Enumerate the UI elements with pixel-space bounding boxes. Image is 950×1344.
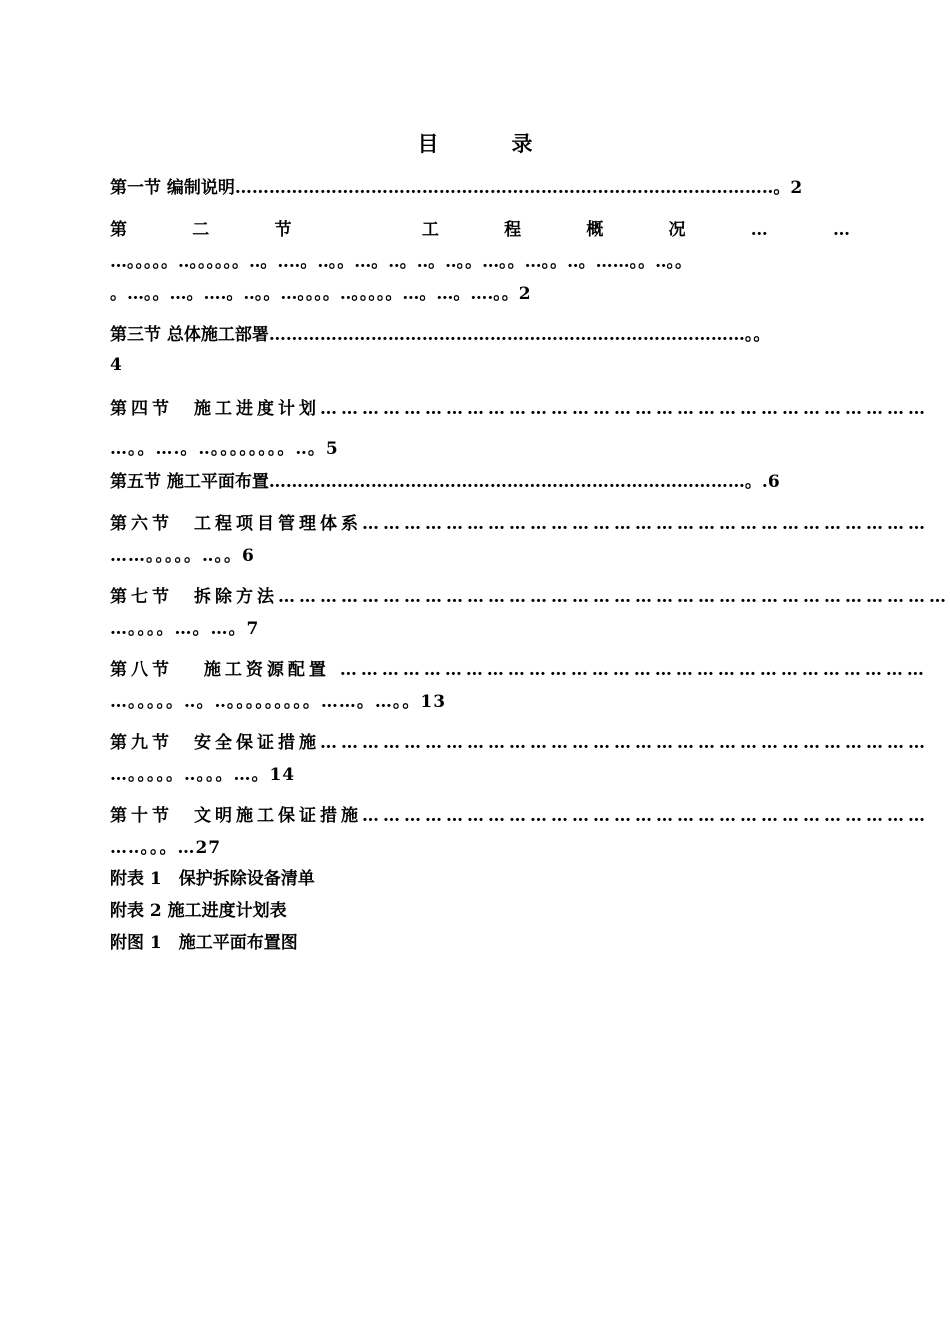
toc-char: 况 — [668, 220, 686, 240]
appendix-figure-1[interactable]: 附图 1 施工平面布置图 — [110, 933, 298, 953]
toc-char: 工 — [421, 220, 439, 240]
toc-entry-line: 第十节 文明施工保证措施……………………………………………………………………… — [110, 806, 929, 826]
toc-entry-4[interactable] — [110, 394, 929, 464]
toc-entry-line: 第四节 施工进度计划…………………………………………………………………………… — [110, 399, 929, 419]
toc-entry-line: 第三节 总体施工部署…………………………………………………………………………。。 — [110, 325, 771, 345]
toc-entry-line: 第六节 工程项目管理体系……………………………………………………………………… — [110, 514, 929, 534]
toc-entry-line: 4 — [110, 355, 122, 375]
toc-entry-line: …。。。。。‥。。。…。14 — [110, 765, 296, 785]
toc-entry-line: 第八节 施工资源配置 ………………………………………………………………………… — [110, 660, 928, 680]
toc-entry-6[interactable] — [110, 509, 929, 571]
toc-entry-line: 。…。。…。….。‥。。…。。。。‥。。。。。…。…。….。。2 — [110, 284, 531, 304]
toc-entry-3[interactable] — [110, 320, 850, 380]
toc-entry-line: …。。….。‥。。。。。。。。‥。5 — [110, 439, 339, 459]
appendix-table-1[interactable]: 附表 1 保护拆除设备清单 — [110, 869, 315, 889]
toc-title: 目 录 — [417, 131, 559, 156]
toc-char: 第 — [110, 220, 127, 240]
toc-entry-line: 第五节 施工平面布置…………………………………………………………………………。.6 — [110, 472, 780, 492]
toc-char: … — [832, 220, 850, 240]
toc-entry-5[interactable] — [110, 467, 850, 497]
toc-entry-line: …。。。。…。…。7 — [110, 619, 260, 639]
toc-entry-2[interactable] — [110, 215, 850, 309]
toc-entry-line: …。。。。。‥。‥。。。。。。。。。……。…。。13 — [110, 692, 447, 712]
toc-entry-line: …。。。。。‥。。。。。。‥。‥‥。‥。。…。‥。‥。‥。。…。。…。。‥。……。。‥。。 — [110, 252, 693, 272]
toc-char: 程 — [504, 220, 522, 240]
toc-char: 概 — [586, 220, 604, 240]
toc-char: 节 — [274, 220, 292, 240]
toc-entry-line: 第九节 安全保证措施…………………………………………………………………………… — [110, 733, 929, 753]
toc-entry-line: …‥。。。…27 — [110, 838, 222, 858]
toc-entry-1[interactable] — [110, 173, 850, 203]
toc-entry-line: 第一节 编制说明…………………………………………………………………………………‥。2 — [110, 178, 803, 198]
toc-char: 二 — [192, 220, 210, 240]
toc-char: … — [750, 220, 768, 240]
toc-entry-7[interactable] — [110, 582, 950, 644]
toc-entry-9[interactable] — [110, 728, 929, 790]
appendix-table-2[interactable]: 附表 2 施工进度计划表 — [110, 901, 287, 921]
toc-entry-8[interactable] — [110, 655, 928, 717]
toc-entry-line: 第七节 拆除方法…………………………………………………………………………………… — [110, 587, 950, 607]
toc-entry-spread-heading — [110, 215, 850, 245]
toc-entry-10[interactable] — [110, 801, 929, 863]
toc-entry-line: ……。。。。。‥。。6 — [110, 546, 255, 566]
